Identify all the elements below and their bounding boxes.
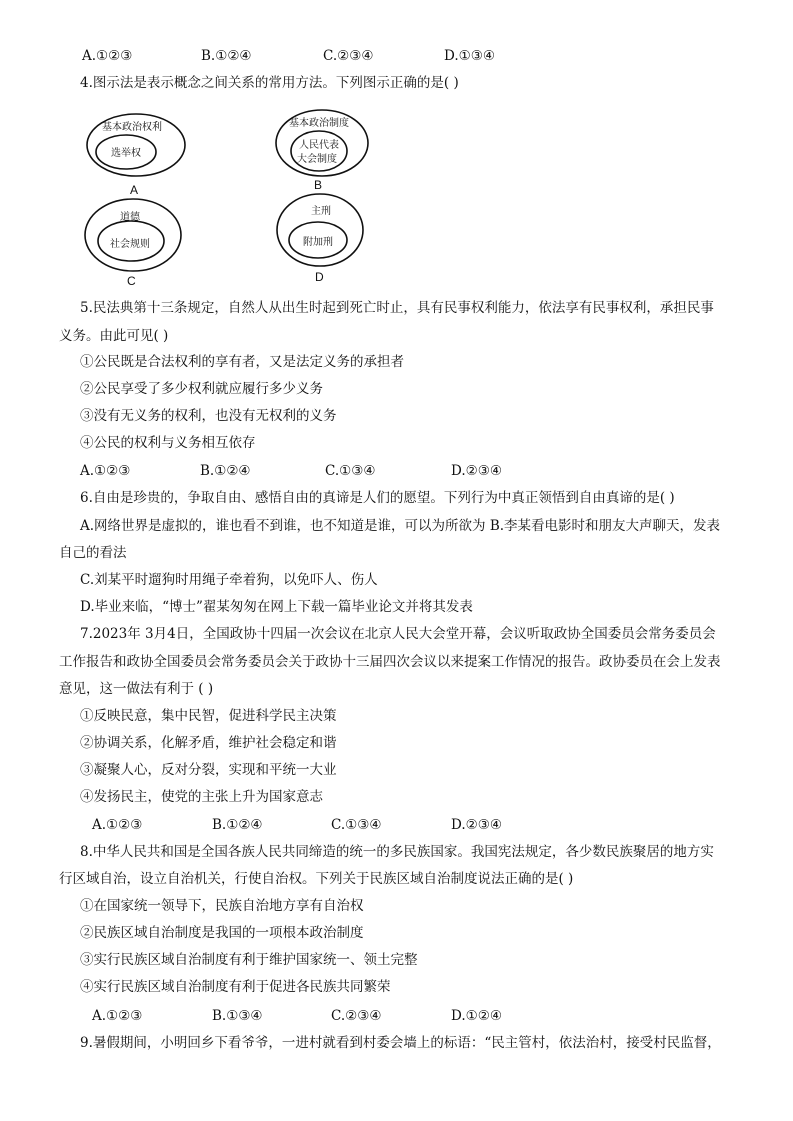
figure-d-letter: D — [315, 270, 324, 284]
q7-item-3: ③凝聚人心，反对分裂，实现和平统一大业 — [80, 762, 337, 778]
figure-c-outer-label: 道德 — [120, 212, 140, 223]
q6-option-ab: A.网络世界是虚拟的，谁也看不到谁，也不知道是谁，可以为所欲为 B.李某看电影时和朋友大声聊天，发表 — [80, 518, 721, 534]
q5-item-4: ④公民的权利与义务相互依存 — [80, 435, 256, 451]
q5-option-a: A.①②③ — [80, 463, 131, 479]
figure-c-letter: C — [127, 274, 136, 288]
figure-b-outer-label: 基本政治制度 — [289, 118, 349, 129]
q7-option-a: A.①②③ — [92, 817, 143, 833]
q8-stem-line-1: 8.中华人民共和国是全国各族人民共同缔造的统一的多民族国家。我国宪法规定，各少数民族聚居的地方实 — [80, 844, 714, 860]
figure-b-inner-label-2: 大会制度 — [297, 154, 337, 165]
figure-b-letter: B — [314, 178, 323, 192]
q5-stem-line-2: 义务。由此可见( ) — [59, 328, 169, 344]
q8-option-a: A.①②③ — [92, 1008, 143, 1024]
figure-a-inner-label: 选举权 — [111, 148, 141, 159]
q8-stem-line-2: 行区域自治，设立自治机关，行使自治权。下列关于民族区域自治制度说法正确的是( ) — [59, 871, 574, 887]
q5-option-c: C.①③④ — [325, 463, 376, 479]
q3-option-c: C.②③④ — [323, 48, 374, 64]
q5-option-b: B.①②④ — [200, 463, 251, 479]
q5-item-1: ①公民既是合法权利的享有者，又是法定义务的承担者 — [80, 354, 404, 370]
q3-option-a: A.①②③ — [82, 48, 133, 64]
q5-item-3: ③没有无义务的权利，也没有无权利的义务 — [80, 408, 337, 424]
figure-b-inner-label-1: 人民代表 — [299, 140, 339, 151]
figure-c-inner-label: 社会规则 — [110, 239, 150, 250]
q8-item-1: ①在国家统一领导下，民族自治地方享有自治权 — [80, 898, 364, 914]
figure-d-outer-label: 主刑 — [311, 206, 331, 217]
q8-option-b: B.①③④ — [212, 1008, 263, 1024]
q6-option-b-cont: 自己的看法 — [59, 545, 127, 561]
q7-stem-line-2: 工作报告和政协全国委员会常务委员会关于政协十三届四次会议以来提案工作情况的报告。政协委员在会上发表 — [59, 654, 721, 670]
q5-item-2: ②公民享受了多少权利就应履行多少义务 — [80, 381, 323, 397]
q7-item-4: ④发扬民主，使党的主张上升为国家意志 — [80, 789, 323, 805]
q7-option-b: B.①②④ — [212, 817, 263, 833]
q3-option-d: D.①③④ — [444, 48, 495, 64]
q8-item-3: ③实行民族区域自治制度有利于维护国家统一、领土完整 — [80, 952, 418, 968]
q5-stem-line-1: 5.民法典第十三条规定，自然人从出生时起到死亡时止，具有民事权利能力，依法享有民事权利，承担民事 — [80, 300, 714, 316]
q3-option-b: B.①②④ — [201, 48, 252, 64]
figure-a-outer-label: 基本政治权利 — [102, 122, 162, 133]
q7-option-d: D.②③④ — [451, 817, 502, 833]
q9-stem-line-1: 9.暑假期间，小明回乡下看爷爷，一进村就看到村委会墙上的标语：“民主管村，依法治村，接受村民监督， — [80, 1035, 721, 1051]
q7-stem-line-1: 7.2023年 3月4日，全国政协十四届一次会议在北京人民大会堂开幕，会议听取政协全国委员会常务委员会 — [80, 626, 716, 642]
q8-item-4: ④实行民族区域自治制度有利于促进各民族共同繁荣 — [80, 979, 391, 995]
q6-option-d: D.毕业来临，“博士”翟某匆匆在网上下载一篇毕业论文并将其发表 — [80, 599, 473, 615]
q5-option-d: D.②③④ — [451, 463, 502, 479]
q8-option-d: D.①②④ — [451, 1008, 502, 1024]
q4-stem: 4.图示法是表示概念之间关系的常用方法。下列图示正确的是( ) — [80, 75, 459, 91]
q6-option-c: C.刘某平时遛狗时用绳子牵着狗，以免吓人、伤人 — [80, 572, 378, 588]
q8-item-2: ②民族区域自治制度是我国的一项根本政治制度 — [80, 925, 364, 941]
q6-stem: 6.自由是珍贵的，争取自由、感悟自由的真谛是人们的愿望。下列行为中真正领悟到自由真谛的是( ) — [80, 490, 675, 506]
figure-d-inner-label: 附加刑 — [303, 237, 333, 248]
q8-option-c: C.②③④ — [331, 1008, 382, 1024]
figure-a-letter: A — [130, 183, 139, 197]
q7-item-1: ①反映民意，集中民智，促进科学民主决策 — [80, 708, 337, 724]
q7-item-2: ②协调关系，化解矛盾，维护社会稳定和谐 — [80, 735, 337, 751]
q7-stem-line-3: 意见，这一做法有利于 ( ) — [59, 681, 214, 697]
q7-option-c: C.①③④ — [331, 817, 382, 833]
